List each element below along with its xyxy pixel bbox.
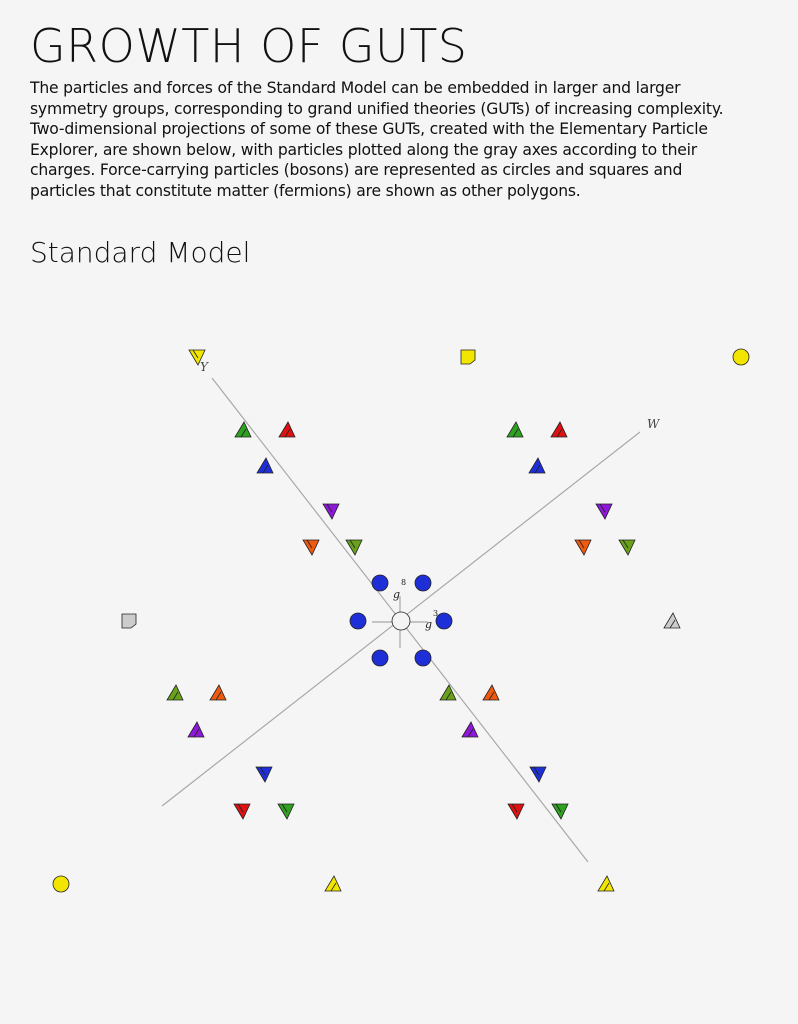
gluon-marker (372, 650, 388, 666)
gluon-marker (436, 613, 452, 629)
gluon-label: g (425, 618, 433, 631)
fermion-down-marker (508, 804, 524, 819)
particles (53, 349, 749, 892)
gluon-superscript: 8 (401, 578, 407, 587)
gluon-label: g (393, 588, 401, 601)
intro-line: particles that constitute matter (fermions) are shown as other polygons. (30, 181, 581, 200)
gluon-marker (372, 575, 388, 591)
photon-center-marker (392, 612, 410, 630)
intro-line: symmetry groups, corresponding to grand unified theories (GUTs) of increasing complexity. (30, 99, 724, 118)
fermion-up-marker (440, 685, 456, 700)
gluon-marker (350, 613, 366, 629)
fermion-up-marker (507, 422, 523, 437)
fermion-down-marker (596, 504, 612, 519)
boson-circle-marker (733, 349, 749, 365)
fermion-down-marker (323, 504, 339, 519)
fermion-up-marker (167, 685, 183, 700)
intro-line: Explorer, are shown below, with particles plotted along the gray axes according to their (30, 140, 698, 159)
fermion-up-marker (598, 876, 614, 891)
fermion-down-marker (256, 767, 272, 782)
fermion-down-marker (234, 804, 250, 819)
fermion-up-marker (257, 458, 273, 473)
gluon-marker (415, 650, 431, 666)
fermion-up-marker (529, 458, 545, 473)
intro-line: charges. Force-carrying particles (bosons) are represented as circles and squares and (30, 161, 683, 179)
fermion-down-marker (303, 540, 319, 555)
gluon-superscript: 3 (433, 609, 439, 618)
section-title: Standard Model (30, 236, 251, 269)
fermion-down-marker (530, 767, 546, 782)
fermion-up-marker (210, 685, 226, 700)
fermion-down-marker (575, 540, 591, 555)
fermion-up-marker (188, 722, 204, 737)
y-axis-label: Y (200, 360, 208, 374)
fermion-down-marker (278, 804, 294, 819)
fermion-square-marker (461, 350, 475, 364)
fermion-square-marker (122, 614, 136, 628)
gluon-marker (415, 575, 431, 591)
fermion-up-marker (664, 613, 680, 628)
boson-circle-marker (53, 876, 69, 892)
fermion-down-marker (619, 540, 635, 555)
fermion-up-marker (462, 722, 478, 737)
intro-line: The particles and forces of the Standard Model can be embedded in larger and larger (30, 79, 681, 97)
w-axis-label: W (647, 417, 660, 431)
fermion-up-marker (483, 685, 499, 700)
fermion-up-marker (551, 422, 567, 437)
fermion-up-marker (325, 876, 341, 891)
intro-line: Two-dimensional projections of some of these GUTs, created with the Elementary Particle (30, 120, 708, 138)
fermion-down-marker (552, 804, 568, 819)
page-title: GROWTH OF GUTS (30, 19, 468, 73)
fermion-up-marker (279, 422, 295, 437)
